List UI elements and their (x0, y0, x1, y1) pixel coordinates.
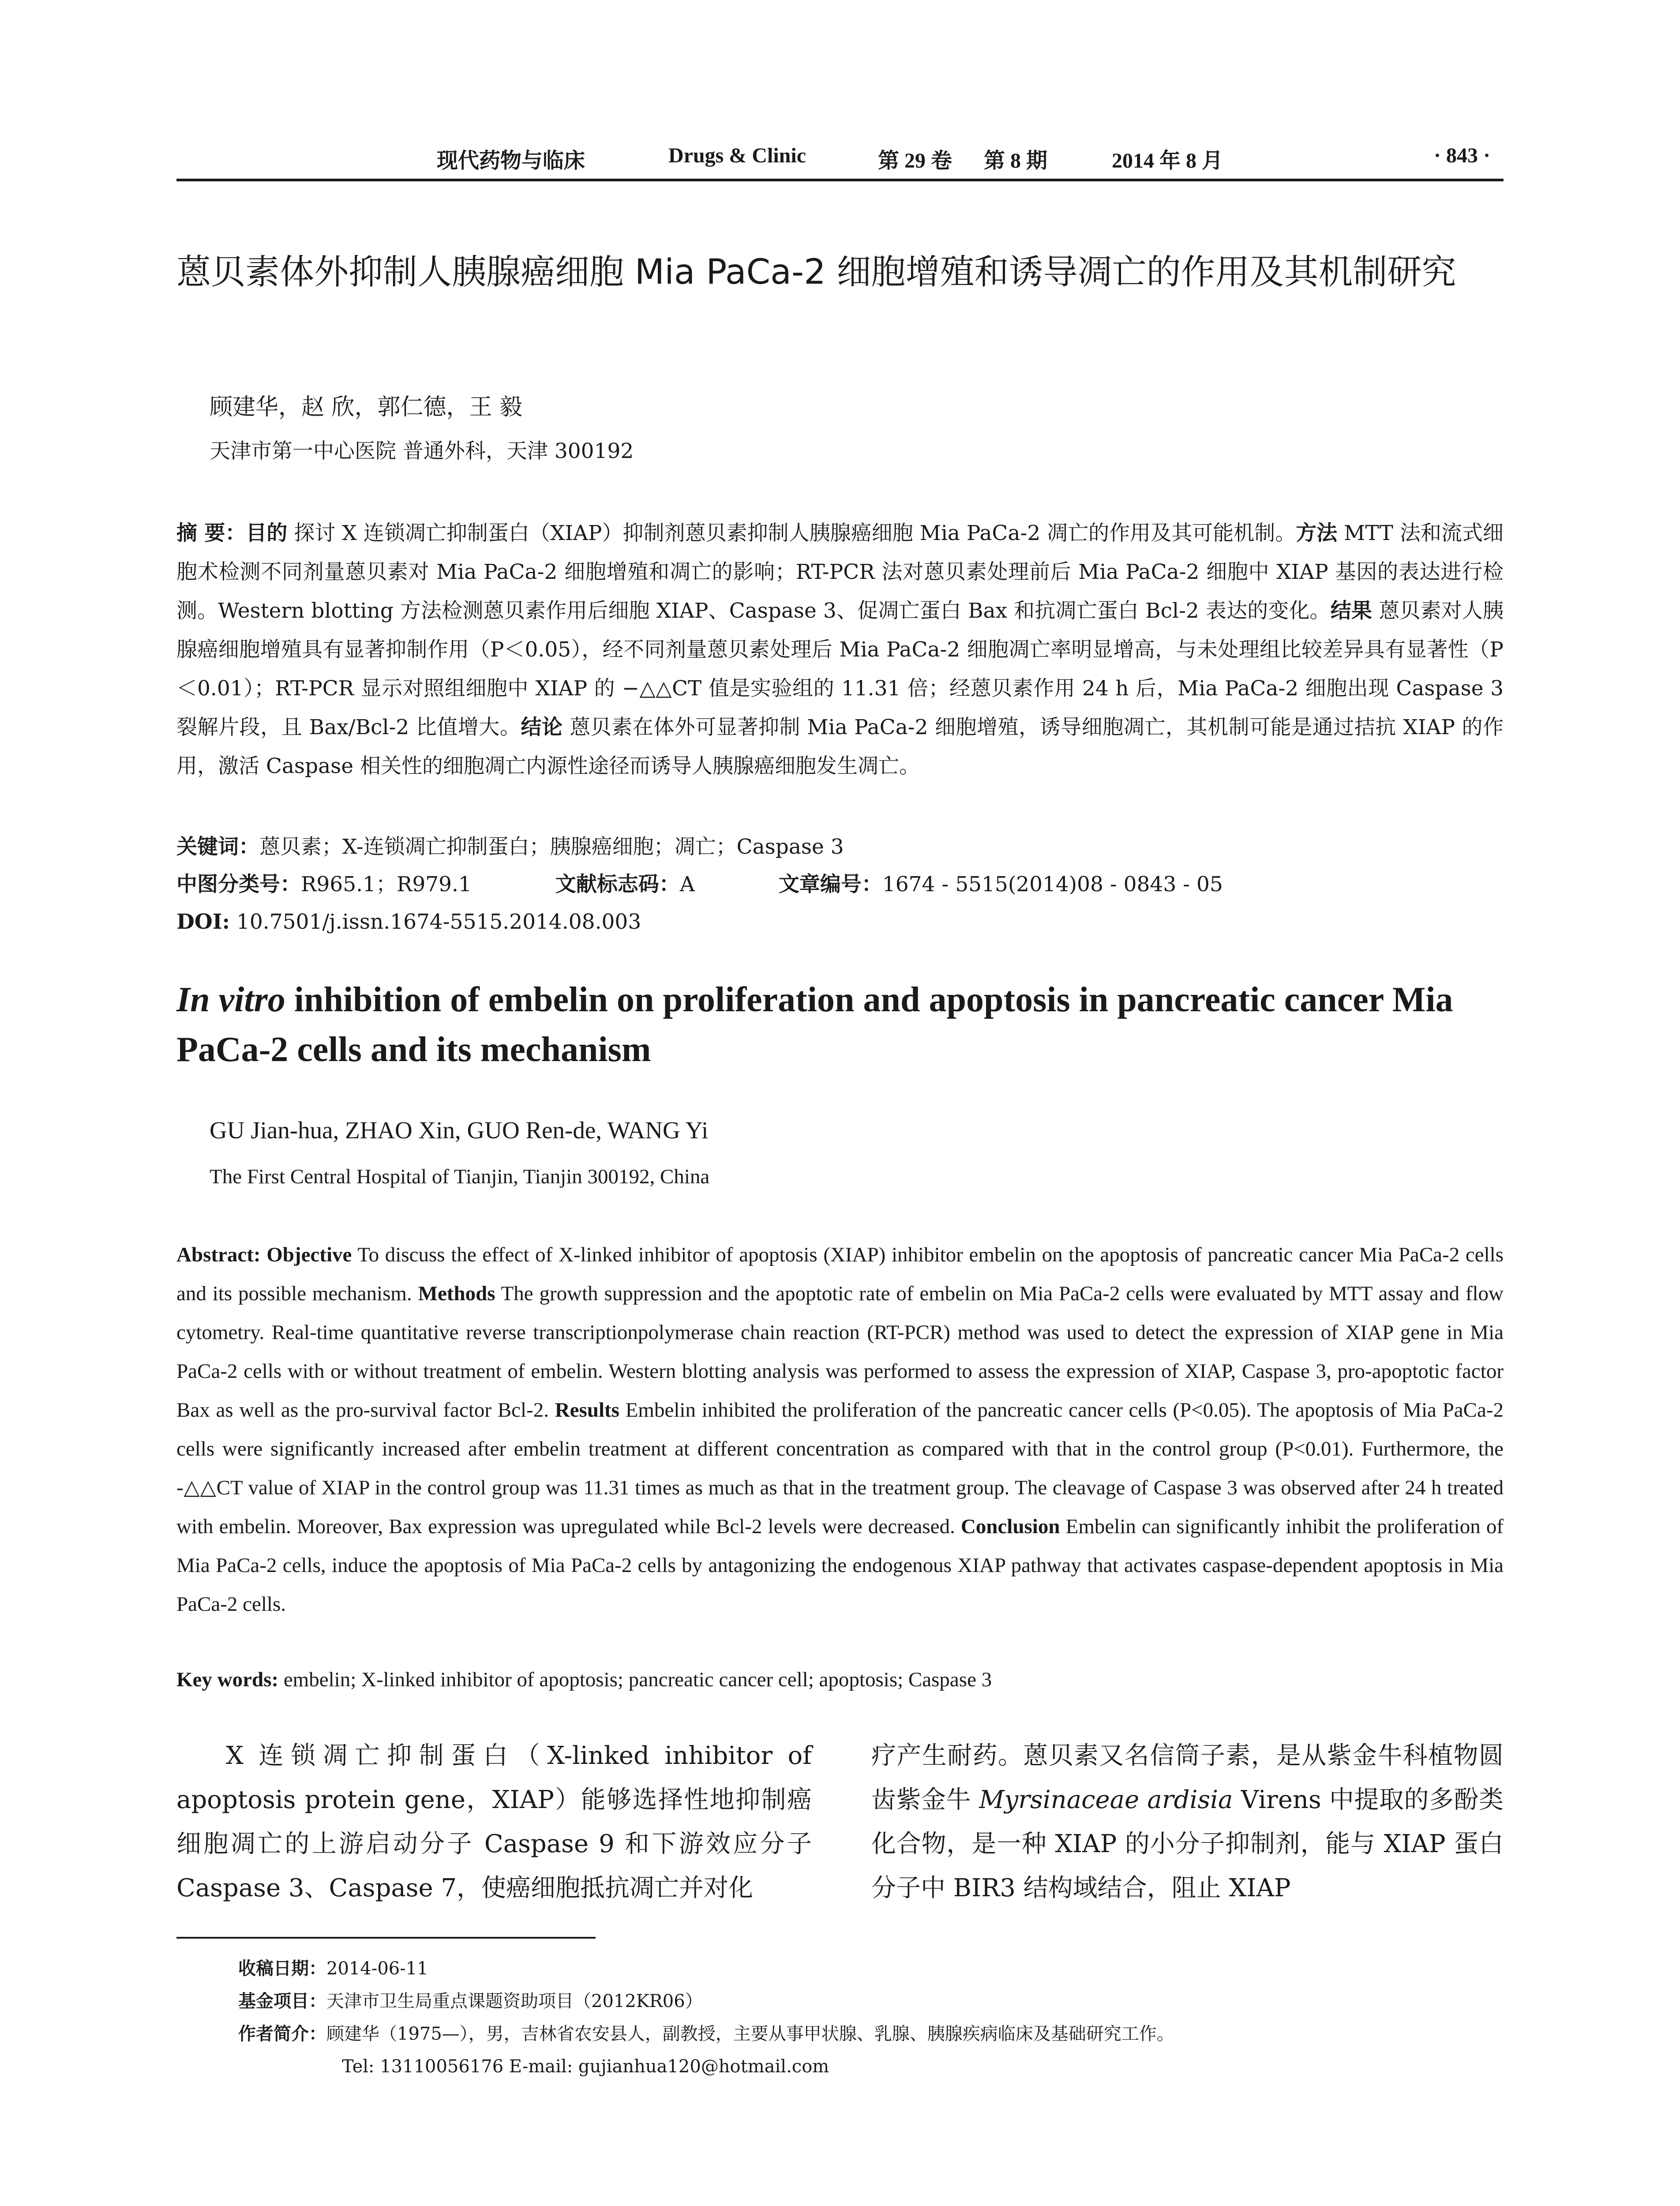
author-bio-label: 作者简介： (238, 2024, 326, 2044)
methods-en-label: Methods (418, 1282, 495, 1305)
footnote-received (238, 1952, 1504, 1985)
article-no-value: 1674 - 5515(2014)08 - 0843 - 05 (882, 872, 1223, 897)
clc-label: 中图分类号： (176, 872, 301, 897)
running-header (176, 143, 1504, 179)
authors-en: GU Jian-hua, ZHAO Xin, GUO Ren-de, WANG Yi (210, 1117, 709, 1144)
title-en-italic: In vitro (176, 980, 285, 1019)
journal-name-cn: 现代药物与临床 (437, 149, 585, 173)
received-label: 收稿日期： (238, 1958, 326, 1979)
conclusion-zh: 蒽贝素在体外可显著抑制 Mia PaCa-2 细胞增殖，诱导细胞凋亡，其机制可能是通过拮抗 XIAP 的作用，激活 Caspase 相关性的细胞凋亡内源性途径而诱导人胰腺癌细胞发生凋亡。 (176, 715, 1504, 778)
footnote-contact: Tel: 13110056176 E-mail: gujianhua120@hotmail.com (342, 2056, 829, 2077)
affiliation-en: The First Central Hospital of Tianjin, Tianjin 300192, China (210, 1165, 710, 1188)
body-right-species: Myrsinaceae ardisia (979, 1786, 1233, 1814)
classification-line (176, 867, 1504, 902)
keywords-en-text: embelin; X-linked inhibitor of apoptosis; pancreatic cancer cell; apoptosis; Caspase 3 (278, 1668, 992, 1691)
abstract-zh (176, 514, 1504, 786)
footnote-rule (176, 1937, 596, 1939)
methods-zh-label: 方法 (1296, 521, 1338, 545)
journal-name-en: Drugs & Clinic (668, 144, 806, 167)
conclusion-en-label: Conclusion (960, 1515, 1060, 1538)
conclusion-zh-label: 结论 (521, 715, 563, 739)
received-date: 2014-06-11 (326, 1958, 428, 1979)
keywords-zh (176, 829, 1504, 865)
title-en (176, 975, 1504, 1075)
article-no-label: 文章编号： (778, 872, 882, 897)
title-zh: 蒽贝素体外抑制人胰腺癌细胞 Mia PaCa-2 细胞增殖和诱导凋亡的作用及其机制研究 (176, 252, 1456, 292)
doc-code-label: 文献标志码： (555, 872, 680, 897)
doc-code-value: A (679, 872, 695, 897)
title-en-rest: inhibition of embelin on proliferation and apoptosis in pancreatic cancer Mia PaCa-2 cells and its mechanism (176, 980, 1453, 1069)
results-zh: 蒽贝素对人胰腺癌细胞增殖具有显著抑制作用（P＜0.05），经不同剂量蒽贝素处理后 Mia PaCa-2 细胞凋亡率明显增高，与未处理组比较差异具有显著性（P＜0.01）；RT-PCR 显示对照组细胞中 XIAP 的 −△△CT 值是实验组的 11.31 倍；经蒽贝素作用 24 h 后，Mia PaCa-2 细胞出现 Caspase 3 裂解片段，且 Bax/Bcl-2 比值增大。 (176, 599, 1504, 739)
keywords-en-label: Key words: (176, 1668, 279, 1691)
body-column-left: X 连锁凋亡抑制蛋白（X-linked inhibitor of apoptosis protein gene，XIAP）能够选择性地抑制癌细胞凋亡的上游启动分子 Caspase 9 和下游效应分子 Caspase 3、Caspase 7，使癌细胞抵抗凋亡并对化 (176, 1741, 812, 1902)
objective-zh: 探讨 X 连锁凋亡抑制蛋白（XIAP）抑制剂蒽贝素抑制人胰腺癌细胞 Mia PaCa-2 凋亡的作用及其可能机制。 (287, 521, 1296, 545)
footnote-author (238, 2018, 1504, 2050)
header-rule (176, 179, 1504, 181)
footnote-fund (238, 1985, 1504, 2018)
conclusion-en: Embelin can significantly inhibit the proliferation of Mia PaCa-2 cells, induce the apoptosis of Mia PaCa-2 cells by antagonizing the endogenous XIAP pathway that activates caspase-dependent apoptosis in Mia PaCa-2 cells. (176, 1515, 1504, 1616)
body-right-part-b: Virens 中提取的多酚类化合物，是一种 XIAP 的小分子抑制剂，能与 XIAP 蛋白分子中 BIR3 结构域结合，阻止 XIAP (871, 1786, 1504, 1902)
volume: 第 29 卷 (878, 149, 952, 173)
affiliation-zh: 天津市第一中心医院 普通外科，天津 300192 (210, 439, 634, 463)
keywords-zh-text: 蒽贝素；X-连锁凋亡抑制蛋白；胰腺癌细胞；凋亡；Caspase 3 (259, 835, 844, 859)
issue: 第 8 期 (984, 149, 1048, 173)
clc-value: R965.1；R979.1 (301, 872, 472, 897)
doi-label: DOI: (176, 910, 230, 934)
fund-label: 基金项目： (238, 1991, 326, 2011)
fund-text: 天津市卫生局重点课题资助项目（2012KR06） (326, 1991, 703, 2011)
doi-value: 10.7501/j.issn.1674-5515.2014.08.003 (230, 910, 641, 934)
results-en: Embelin inhibited the proliferation of the pancreatic cancer cells (P<0.05). The apoptosis of Mia PaCa-2 cells were significantly increased after embelin treatment at different concentration as compared with that in the control group (P<0.01). Furthermore, the -△△CT value of XIAP in the control group was 11.31 times as much as that in the treatment group. The cleavage of Caspase 3 was observed after 24 h treated with embelin. Moreover, Bax expression was upregulated while Bcl-2 levels were decreased. (176, 1399, 1504, 1538)
page-number: · 843 · (1434, 144, 1491, 167)
body-column-right (871, 1734, 1504, 1910)
results-zh-label: 结果 (1330, 599, 1372, 623)
keywords-zh-label: 关键词： (176, 835, 259, 859)
methods-en: The growth suppression and the apoptotic rate of embelin on Mia PaCa-2 cells were evaluated by MTT assay and flow cytometry. Real-time quantitative reverse transcriptionpolymerase chain reaction (RT-PCR) method was used to detect the expression of XIAP gene in Mia PaCa-2 cells with or without treatment of embelin. Western blotting analysis was performed to assess the expression of XIAP, Caspase 3, pro-apoptotic factor Bax as well as the pro-survival factor Bcl-2. (176, 1282, 1504, 1422)
methods-zh: MTT 法和流式细胞术检测不同剂量蒽贝素对 Mia PaCa-2 细胞增殖和凋亡的影响；RT-PCR 法对蒽贝素处理前后 Mia PaCa-2 细胞中 XIAP 基因的表达进行检测。Western blotting 方法检测蒽贝素作用后细胞 XIAP、Caspase 3、促凋亡蛋白 Bax 和抗凋亡蛋白 Bcl-2 表达的变化。 (176, 521, 1504, 623)
objective-zh-label: 目的 (246, 521, 288, 545)
footnotes (238, 1952, 1504, 2083)
abstract-zh-label: 摘 要： (176, 521, 246, 545)
results-en-label: Results (555, 1399, 619, 1422)
objective-en-label: Abstract: Objective (176, 1243, 352, 1266)
body-right-part-a: 疗产生耐药。蒽贝素又名信筒子素，是从紫金牛科植物圆齿紫金牛 (871, 1741, 1504, 1814)
keywords-en (176, 1668, 1504, 1692)
objective-en: To discuss the effect of X-linked inhibitor of apoptosis (XIAP) inhibitor embelin on the apoptosis of pancreatic cancer Mia PaCa-2 cells and its possible mechanism. (176, 1243, 1504, 1305)
abstract-en (176, 1235, 1504, 1624)
author-bio-text: 顾建华（1975—），男，吉林省农安县人，副教授，主要从事甲状腺、乳腺、胰腺疾病临床及基础研究工作。 (326, 2024, 1174, 2044)
doi-line (176, 904, 1504, 940)
issue-date: 2014 年 8 月 (1112, 149, 1223, 173)
authors-zh: 顾建华，赵 欣，郭仁德，王 毅 (210, 394, 523, 420)
